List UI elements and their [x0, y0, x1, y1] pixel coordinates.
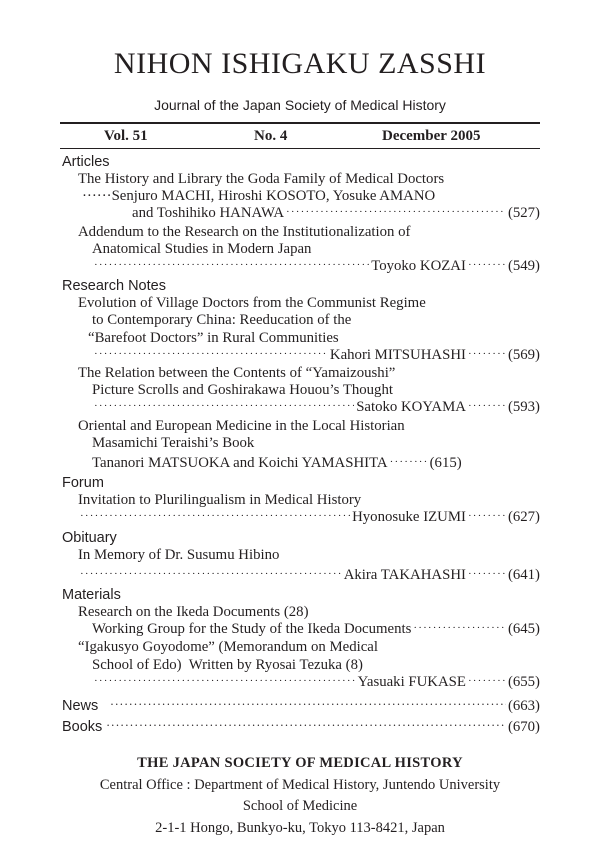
article-title: Picture Scrolls and Goshirakawa Houou’s Thought [92, 382, 393, 399]
article-author: Tananori MATSUOKA and Koichi YAMASHITA [92, 455, 388, 472]
leader-dots [80, 566, 342, 583]
leader-dots [94, 346, 328, 363]
article-title: Oriental and European Medicine in the Local Historian [78, 417, 405, 434]
leader-dots [468, 346, 506, 363]
article-title: Invitation to Plurilingualism in Medical History [78, 492, 362, 509]
section-heading-forum: Forum [62, 475, 104, 492]
postal-address: 2-1-1 Hongo, Bunkyo-ku, Tokyo 113-8421, Japan [155, 819, 445, 836]
toc-entry-line [62, 621, 540, 639]
page-number: (549) [507, 258, 540, 275]
leader-dots [468, 508, 506, 525]
article-title: to Contemporary China: Reeducation of the [92, 312, 352, 329]
article-author: Kahori MITSUHASHI [329, 346, 466, 363]
toc-entry-line [62, 674, 540, 692]
publisher-footer [0, 753, 600, 839]
issue-volume: Vol. 51 [104, 128, 148, 144]
leader-dots [94, 673, 356, 690]
article-title: The History and Library the Goda Family of Medical Doctors [78, 171, 445, 187]
section-heading-news: News [62, 698, 99, 715]
page-number: (663) [507, 698, 540, 715]
journal-title: NIHON ISHIGAKU ZASSHI [113, 47, 487, 80]
toc-entry-books [62, 719, 540, 736]
bottom-rule [60, 148, 540, 149]
section-heading-books: Books [62, 719, 103, 736]
article-title: The Relation between the Contents of “Yamaizoushi” [78, 365, 396, 382]
leader-dots [94, 398, 354, 415]
article-title: Research on the Ikeda Documents (28) [78, 604, 309, 621]
office-school: School of Medicine [242, 798, 358, 814]
article-title: Evolution of Village Doctors from the Communist Regime [78, 295, 426, 312]
toc-entry-line [62, 455, 540, 473]
article-author: Toyoko KOZAI [371, 258, 466, 275]
toc-entry-line [62, 258, 540, 276]
journal-subtitle: Journal of the Japan Society of Medical History [154, 97, 446, 113]
page-number: (641) [507, 566, 540, 583]
article-authors: and Toshihiko HANAWA [132, 205, 285, 222]
page-number: (627) [507, 509, 540, 526]
issue-date: December 2005 [382, 128, 481, 144]
leader-dots [106, 719, 506, 732]
leader-dots [468, 398, 506, 415]
page-number: (593) [507, 399, 540, 416]
article-title: School of Edo) Written by Ryosai Tezuka (8) [92, 656, 363, 673]
article-author: Akira TAKAHASHI [343, 566, 466, 583]
society-name: THE JAPAN SOCIETY OF MEDICAL HISTORY [137, 755, 463, 771]
article-author: Working Group for the Study of the Ikeda Documents [92, 621, 412, 638]
page-number: (615) [429, 455, 462, 472]
article-author: Satoko KOYAMA [356, 399, 466, 416]
toc-entry-line [62, 205, 540, 223]
leader-dots [286, 204, 506, 221]
article-title: “Igakusyo Goyodome” (Memorandum on Medical [78, 639, 378, 656]
leader-dots [468, 566, 506, 583]
article-title: In Memory of Dr. Susumu Hibino [78, 546, 280, 563]
leader-dots [413, 620, 506, 637]
leader-dots [80, 508, 350, 525]
toc-entry-news [62, 698, 540, 715]
article-title: Addendum to the Research on the Institutionalization of [78, 223, 411, 240]
section-heading-articles: Articles [62, 154, 110, 170]
section-heading-materials: Materials [62, 587, 121, 604]
article-title: “Barefoot Doctors” in Rural Communities [88, 329, 339, 346]
leader-dots [468, 257, 506, 274]
table-of-contents [62, 154, 540, 736]
toc-entry-line [62, 399, 540, 417]
issue-info-row [60, 124, 540, 148]
leader-dots [110, 698, 506, 711]
toc-entry-line [62, 509, 540, 527]
leader-dots [390, 454, 428, 471]
toc-entry-line [62, 567, 540, 585]
article-author: Hyonosuke IZUMI [352, 509, 466, 526]
section-heading-obituary: Obituary [62, 529, 117, 546]
page-number: (527) [507, 205, 540, 222]
issue-number: No. 4 [254, 128, 288, 144]
leader-dots [94, 257, 369, 274]
office-address: Central Office : Department of Medical History, Juntendo University [99, 776, 501, 793]
leader-dots [468, 673, 506, 690]
article-title: Masamichi Teraishi’s Book [92, 434, 255, 451]
section-heading-research-notes: Research Notes [62, 278, 166, 295]
toc-entry-line [62, 347, 540, 365]
page-number: (655) [507, 673, 540, 690]
article-author: Yasuaki FUKASE [357, 673, 466, 690]
page-number: (569) [507, 346, 540, 363]
article-authors: ······Senjuro MACHI, Hiroshi KOSOTO, Yosuke AMANO [82, 188, 436, 205]
article-title: Anatomical Studies in Modern Japan [92, 240, 312, 257]
page-number: (670) [507, 719, 540, 736]
page-number: (645) [507, 621, 540, 638]
